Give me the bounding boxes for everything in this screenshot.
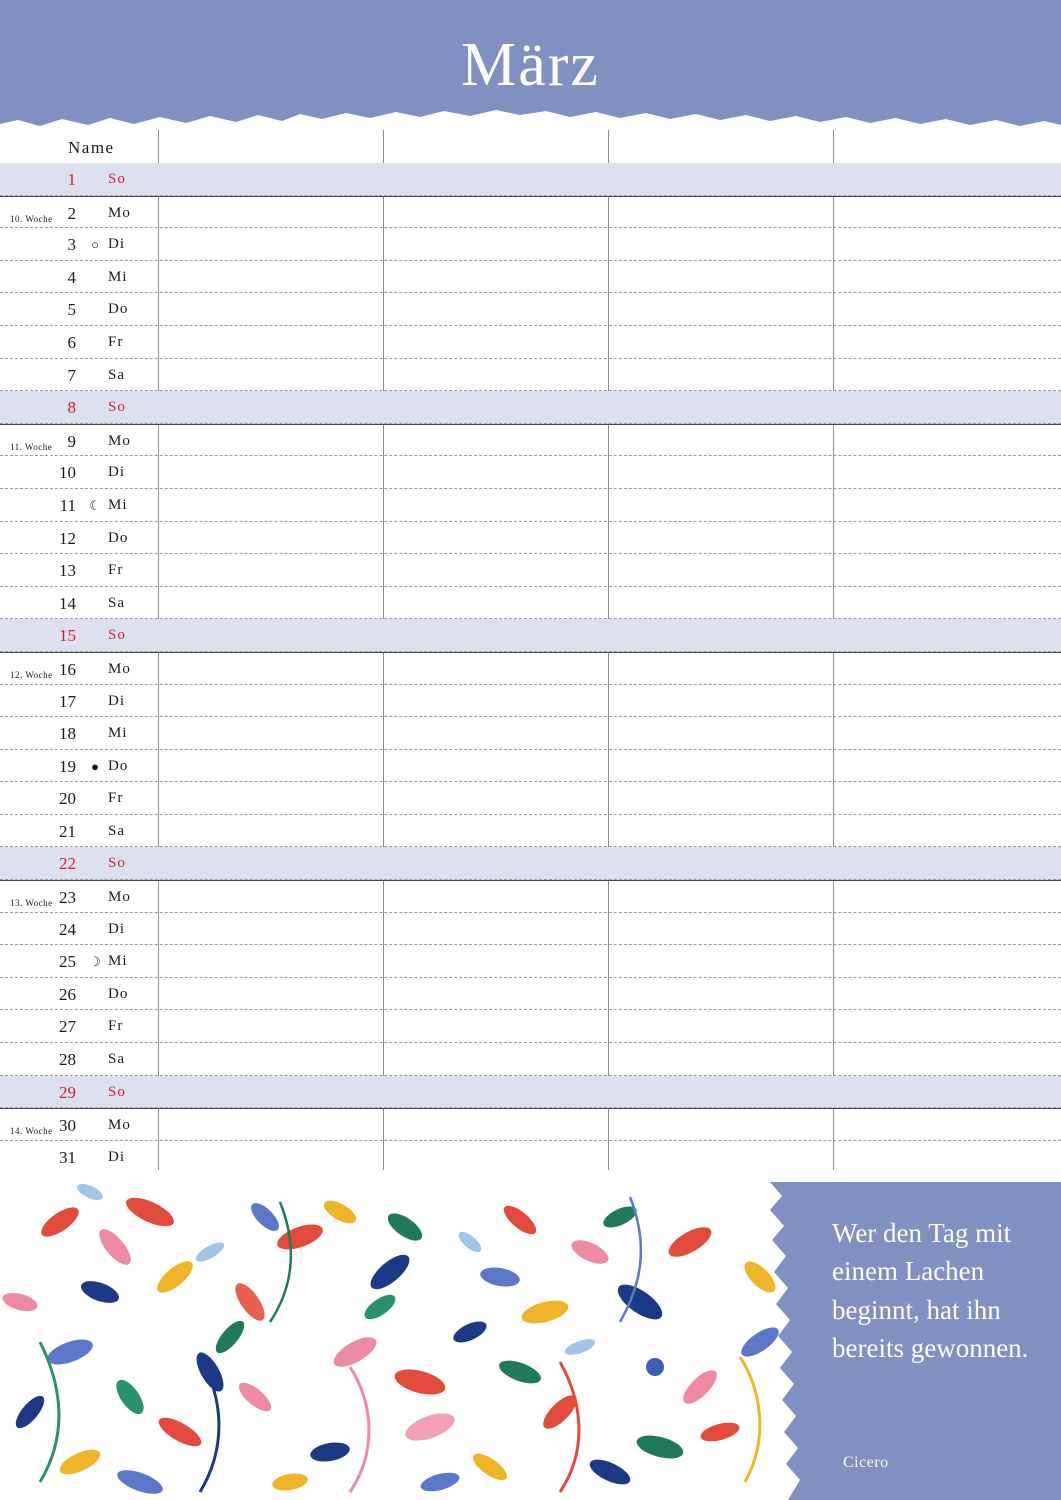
table-row[interactable] — [0, 978, 1061, 1011]
day-name: Sa — [108, 822, 125, 839]
day-number: 21 — [59, 821, 76, 841]
moon-phase-icon — [88, 1086, 102, 1100]
calendar-grid — [0, 130, 1061, 1173]
table-row[interactable] — [0, 847, 1061, 880]
table-row[interactable] — [0, 717, 1061, 750]
day-name: Mi — [108, 496, 128, 513]
table-row[interactable] — [0, 1010, 1061, 1043]
table-row[interactable] — [0, 913, 1061, 946]
day-number: 20 — [59, 789, 76, 809]
moon-phase-icon — [88, 466, 102, 480]
day-name: Mi — [108, 953, 128, 970]
table-header-row — [0, 130, 1061, 163]
moon-phase-icon — [88, 401, 102, 415]
day-name: So — [108, 855, 126, 872]
table-row[interactable] — [0, 782, 1061, 815]
day-number: 7 — [67, 365, 76, 385]
day-name: So — [108, 171, 126, 187]
moon-phase-icon — [88, 825, 102, 839]
day-number: 11 — [59, 495, 76, 515]
table-row[interactable] — [0, 522, 1061, 555]
moon-phase-first-quarter-icon: ☽ — [89, 954, 101, 970]
moon-phase-icon — [88, 564, 102, 578]
table-row[interactable] — [0, 1076, 1061, 1109]
day-number: 12 — [59, 528, 76, 548]
day-number: 18 — [59, 724, 76, 744]
calendar-footer — [0, 1182, 1061, 1500]
day-name: Sa — [108, 1051, 125, 1068]
moon-phase-icon — [88, 597, 102, 611]
moon-phase-icon — [88, 1151, 102, 1165]
day-number: 5 — [67, 300, 76, 320]
day-number: 26 — [59, 984, 76, 1004]
day-number: 6 — [67, 332, 76, 352]
day-number: 31 — [59, 1147, 76, 1167]
table-row[interactable] — [0, 945, 1061, 978]
table-row[interactable] — [0, 1043, 1061, 1076]
day-number: 13 — [59, 561, 76, 581]
moon-phase-icon — [88, 336, 102, 350]
table-row[interactable] — [0, 293, 1061, 326]
moon-phase-icon — [88, 727, 102, 741]
day-number: 29 — [59, 1082, 76, 1102]
table-row[interactable] — [0, 489, 1061, 522]
day-number: 14 — [59, 593, 76, 613]
week-number: 12. Woche — [10, 669, 53, 680]
table-row[interactable] — [0, 359, 1061, 392]
day-name: Fr — [108, 790, 124, 807]
moon-phase-last-quarter-icon: ☾ — [89, 497, 101, 513]
table-row[interactable] — [0, 750, 1061, 783]
moon-phase-icon — [88, 435, 102, 449]
day-number: 4 — [67, 267, 76, 287]
table-row[interactable] — [0, 652, 1061, 685]
day-number: 25 — [59, 952, 76, 972]
day-name: Fr — [108, 333, 124, 350]
moon-phase-icon — [88, 271, 102, 285]
floral-artwork — [0, 1182, 800, 1500]
day-name: Mo — [108, 660, 131, 677]
week-number: 13. Woche — [10, 898, 53, 909]
moon-phase-icon — [88, 369, 102, 383]
day-name: Di — [108, 236, 125, 253]
day-name: So — [108, 627, 126, 644]
day-number: 10 — [59, 463, 76, 483]
day-name: Do — [108, 985, 129, 1002]
table-row[interactable] — [0, 456, 1061, 489]
table-row[interactable] — [0, 196, 1061, 229]
day-number: 19 — [59, 756, 76, 776]
day-number: 9 — [67, 431, 76, 451]
moon-phase-full-icon: ● — [91, 758, 99, 774]
day-number: 1 — [67, 170, 76, 189]
day-number: 30 — [59, 1116, 76, 1136]
day-name: Mo — [108, 1117, 131, 1134]
moon-phase-icon — [88, 857, 102, 871]
quote-author: Cicero — [843, 1454, 889, 1471]
day-name: Mi — [108, 725, 128, 742]
day-name: Fr — [108, 1018, 124, 1035]
day-number: 24 — [59, 919, 76, 939]
moon-phase-icon — [88, 173, 102, 187]
week-number: 10. Woche — [10, 213, 53, 224]
page-title: März — [461, 31, 600, 99]
day-number: 23 — [59, 888, 76, 908]
day-name: Mi — [108, 268, 128, 285]
day-number: 3 — [67, 235, 76, 255]
day-name: Di — [108, 1148, 125, 1165]
table-row[interactable] — [0, 261, 1061, 294]
table-row[interactable] — [0, 391, 1061, 424]
floral-artwork-svg — [0, 1182, 800, 1500]
moon-phase-icon — [88, 891, 102, 905]
table-row[interactable] — [0, 554, 1061, 587]
day-name: Fr — [108, 562, 124, 579]
table-row[interactable] — [0, 815, 1061, 848]
day-name: Mo — [108, 889, 131, 906]
quote-text: Wer den Tag mit einem Lachen beginnt, hat ihn bereits gewonnen. — [832, 1218, 1029, 1363]
day-name: Mo — [108, 432, 131, 449]
day-number: 2 — [67, 203, 76, 223]
day-number: 22 — [59, 854, 76, 874]
moon-phase-icon — [88, 1119, 102, 1133]
day-name: Do — [108, 529, 129, 546]
table-row[interactable] — [0, 326, 1061, 359]
moon-phase-icon — [88, 1053, 102, 1067]
day-number: 17 — [59, 691, 76, 711]
day-name: Mo — [108, 204, 131, 221]
table-row[interactable] — [0, 1108, 1061, 1141]
week-number: 14. Woche — [10, 1126, 53, 1137]
table-row[interactable] — [0, 228, 1061, 261]
day-name: So — [108, 1083, 126, 1100]
day-number: 8 — [67, 398, 76, 418]
day-number: 15 — [59, 626, 76, 646]
table-row[interactable] — [0, 685, 1061, 718]
table-row[interactable] — [0, 587, 1061, 620]
moon-phase-icon — [88, 792, 102, 806]
moon-phase-icon — [88, 923, 102, 937]
moon-phase-new-icon: ○ — [91, 237, 99, 253]
moon-phase-icon — [88, 1020, 102, 1034]
calendar-header — [0, 0, 1061, 138]
day-name: Sa — [108, 594, 125, 611]
table-row[interactable] — [0, 163, 1061, 196]
moon-phase-icon — [88, 663, 102, 677]
day-number: 27 — [59, 1017, 76, 1037]
moon-phase-icon — [88, 988, 102, 1002]
column-header-name: Name — [68, 138, 115, 157]
table-row[interactable] — [0, 424, 1061, 457]
table-row[interactable] — [0, 1141, 1061, 1174]
day-name: So — [108, 399, 126, 416]
day-number: 16 — [59, 659, 76, 679]
table-row[interactable] — [0, 880, 1061, 913]
day-name: Sa — [108, 366, 125, 383]
week-number: 11. Woche — [10, 441, 53, 452]
moon-phase-icon — [88, 629, 102, 643]
moon-phase-icon — [88, 532, 102, 546]
day-name: Do — [108, 301, 129, 318]
table-row[interactable] — [0, 619, 1061, 652]
moon-phase-icon — [88, 303, 102, 317]
moon-phase-icon — [88, 695, 102, 709]
moon-phase-icon — [88, 207, 102, 221]
day-name: Di — [108, 692, 125, 709]
day-name: Di — [108, 920, 125, 937]
day-name: Di — [108, 464, 125, 481]
day-number: 28 — [59, 1050, 76, 1070]
day-name: Do — [108, 757, 129, 774]
